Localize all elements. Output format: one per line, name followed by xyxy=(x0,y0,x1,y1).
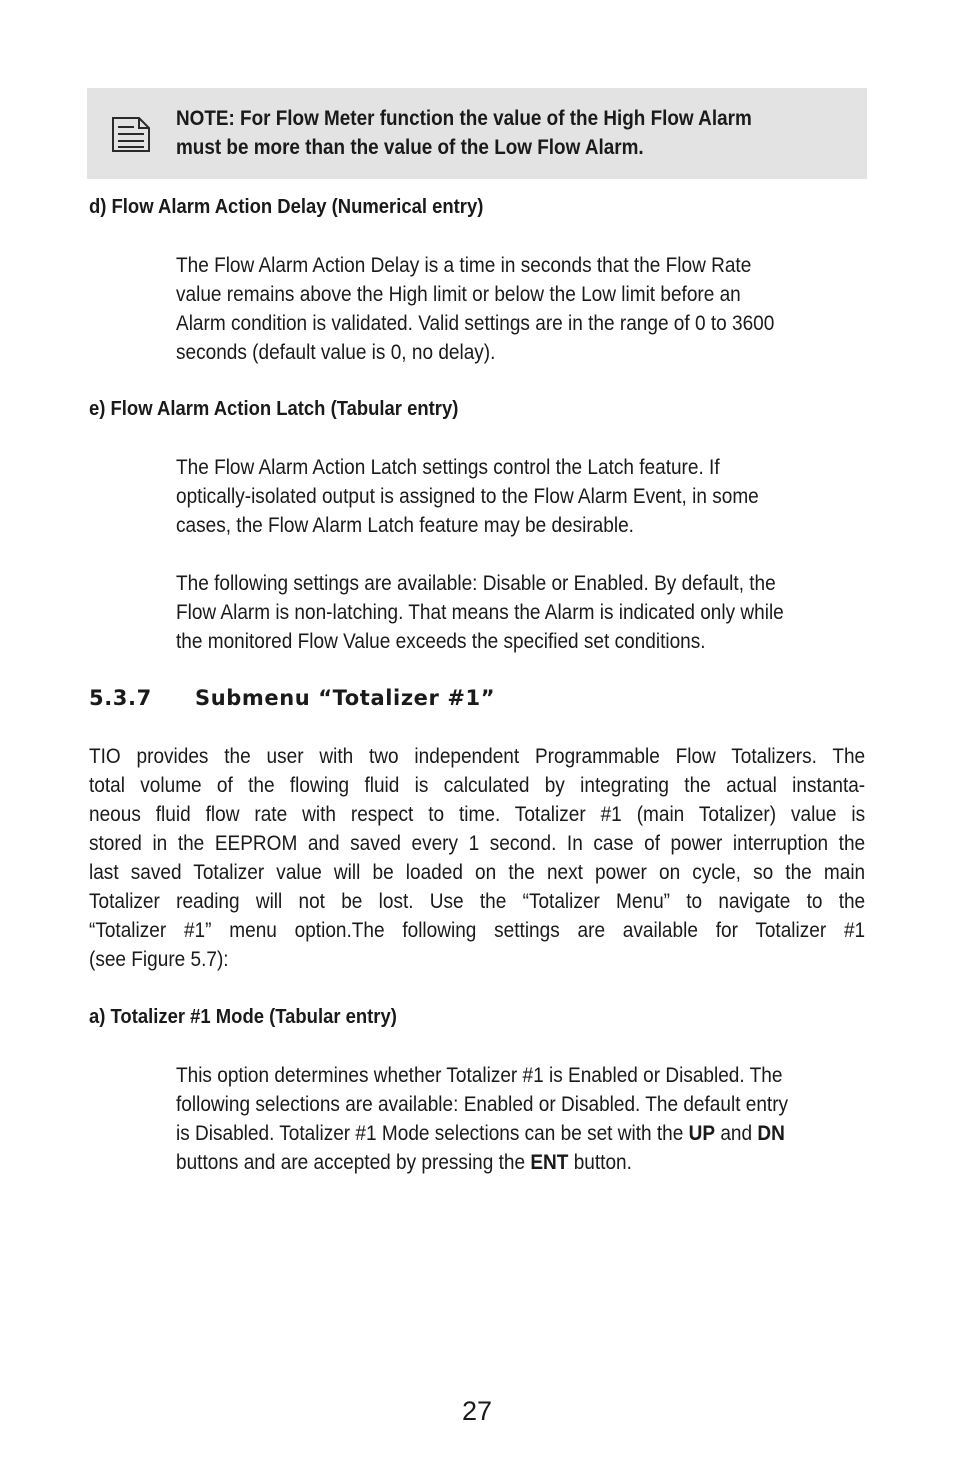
text-line xyxy=(176,1119,787,1148)
up-button-label: UP xyxy=(688,1121,716,1145)
text-line: seconds (default value is 0, no delay). xyxy=(176,340,496,364)
text-line: (see Figure 5.7): xyxy=(89,947,229,971)
paragraph-latch-1 xyxy=(176,453,866,540)
section-number: 5.3.7 xyxy=(89,686,152,710)
dn-button-label: DN xyxy=(757,1121,785,1145)
note-box xyxy=(87,88,867,179)
text-line: stored in the EEPROM and saved every 1 second. In case of power interruption the xyxy=(89,831,866,855)
note-line: must be more than the value of the Low Flow Alarm. xyxy=(176,136,644,159)
text-line: neous fluid flow rate with respect to time. Totalizer #1 (main Totalizer) value is xyxy=(89,802,866,826)
text-line: cases, the Flow Alarm Latch feature may be desirable. xyxy=(176,513,634,537)
text-run: and xyxy=(715,1121,758,1145)
text-line: This option determines whether Totalizer #1 is Enabled or Disabled. The xyxy=(176,1063,783,1087)
text-line: Flow Alarm is non-latching. That means the Alarm is indicated only while xyxy=(176,600,784,624)
ent-button-label: ENT xyxy=(530,1150,569,1174)
section-title-text: Submenu “Totalizer #1” xyxy=(195,686,496,710)
text-line: The Flow Alarm Action Latch settings control the Latch feature. If xyxy=(176,455,720,479)
paragraph-totalizer-mode xyxy=(176,1061,866,1177)
note-line: NOTE: For Flow Meter function the value of the High Flow Alarm xyxy=(176,107,752,130)
text-line: total volume of the flowing fluid is calculated by integrating the actual instanta- xyxy=(89,773,866,797)
page-number: 27 xyxy=(461,1396,493,1426)
text-line: Alarm condition is validated. Valid settings are in the range of 0 to 3600 xyxy=(176,311,775,335)
paragraph-flow-alarm-delay xyxy=(176,251,866,367)
text-line: last saved Totalizer value will be loaded on the next power on cycle, so the main xyxy=(89,860,866,884)
text-line: The Flow Alarm Action Delay is a time in seconds that the Flow Rate xyxy=(176,253,752,277)
paragraph-latch-2 xyxy=(176,569,866,656)
section-title xyxy=(89,684,495,712)
text-line: following selections are available: Enabled or Disabled. The default entry xyxy=(176,1092,789,1116)
text-line: Totalizer reading will not be lost. Use the “Totalizer Menu” to navigate to the xyxy=(89,889,866,913)
paragraph-totalizer-intro xyxy=(89,742,865,974)
text-run: is Disabled. Totalizer #1 Mode selections can be set with the xyxy=(176,1121,689,1145)
text-line: “Totalizer #1” menu option.The following settings are available for Totalizer #1 xyxy=(89,918,866,942)
note-icon xyxy=(111,114,151,154)
text-line: the monitored Flow Value exceeds the specified set conditions. xyxy=(176,629,706,653)
text-line: value remains above the High limit or below the Low limit before an xyxy=(176,282,741,306)
text-run: buttons and are accepted by pressing the xyxy=(176,1150,531,1174)
note-text xyxy=(176,104,788,162)
text-run: button. xyxy=(568,1150,632,1174)
text-line xyxy=(176,1148,787,1177)
heading-totalizer-mode: a) Totalizer #1 Mode (Tabular entry) xyxy=(89,1005,397,1028)
heading-flow-alarm-action-latch: e) Flow Alarm Action Latch (Tabular entry) xyxy=(89,397,459,420)
text-line: optically-isolated output is assigned to the Flow Alarm Event, in some xyxy=(176,484,759,508)
text-line: TIO provides the user with two independent Programmable Flow Totalizers. The xyxy=(89,744,866,768)
text-line: The following settings are available: Disable or Enabled. By default, the xyxy=(176,571,776,595)
heading-flow-alarm-action-delay: d) Flow Alarm Action Delay (Numerical entry) xyxy=(89,195,484,218)
